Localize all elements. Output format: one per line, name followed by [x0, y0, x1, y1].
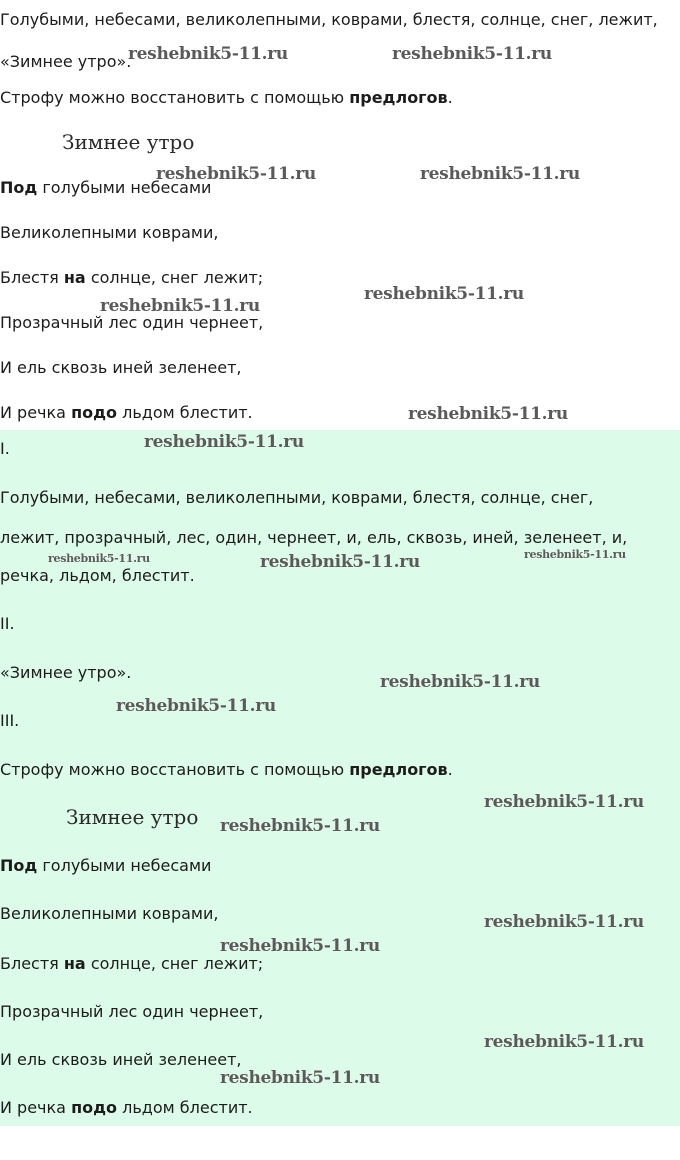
- answer-words-line: речка, льдом, блестит.: [0, 566, 195, 585]
- poem-line: И речка подо льдом блестит.: [0, 403, 253, 422]
- watermark: reshebnik5-11.ru: [380, 672, 540, 692]
- watermark: reshebnik5-11.ru: [48, 552, 150, 565]
- task-title-line: «Зимнее утро».: [0, 52, 132, 71]
- poem-line: Под голубыми небесами: [0, 178, 212, 197]
- watermark: reshebnik5-11.ru: [116, 696, 276, 716]
- section-number: III.: [0, 711, 20, 730]
- poem-title: Зимнее утро: [62, 130, 195, 154]
- poem-line: Блестя на солнце, снег лежит;: [0, 268, 264, 287]
- watermark: reshebnik5-11.ru: [408, 404, 568, 424]
- restore-sentence: Строфу можно восстановить с помощью предлогов.: [0, 760, 453, 779]
- watermark: reshebnik5-11.ru: [128, 44, 288, 64]
- watermark: reshebnik5-11.ru: [100, 296, 260, 316]
- poem-line: Под голубыми небесами: [0, 856, 212, 875]
- poem-line: И речка подо льдом блестит.: [0, 1098, 253, 1117]
- watermark: reshebnik5-11.ru: [524, 548, 626, 561]
- watermark: reshebnik5-11.ru: [420, 164, 580, 184]
- watermark: reshebnik5-11.ru: [484, 792, 644, 812]
- watermark: reshebnik5-11.ru: [260, 552, 420, 572]
- watermark: reshebnik5-11.ru: [156, 164, 316, 184]
- answer-title-line: «Зимнее утро».: [0, 663, 132, 682]
- answer-words-line: лежит, прозрачный, лес, один, чернеет, и, ель, сквозь, иней, зеленеет, и,: [0, 528, 628, 547]
- poem-line: Блестя на солнце, снег лежит;: [0, 954, 264, 973]
- poem-line: Прозрачный лес один чернеет,: [0, 313, 264, 332]
- poem-title: Зимнее утро: [66, 805, 199, 829]
- watermark: reshebnik5-11.ru: [220, 1068, 380, 1088]
- section-number: I.: [0, 439, 10, 458]
- poem-line: Великолепными коврами,: [0, 904, 219, 923]
- watermark: reshebnik5-11.ru: [144, 432, 304, 452]
- watermark: reshebnik5-11.ru: [364, 284, 524, 304]
- watermark: reshebnik5-11.ru: [484, 912, 644, 932]
- poem-line: И ель сквозь иней зеленеет,: [0, 358, 242, 377]
- answer-words-line: Голубыми, небесами, великолепными, коврами, блестя, солнце, снег,: [0, 488, 594, 507]
- poem-line: И ель сквозь иней зеленеет,: [0, 1050, 242, 1069]
- poem-line: Прозрачный лес один чернеет,: [0, 1002, 264, 1021]
- task-words-line: Голубыми, небесами, великолепными, коврами, блестя, солнце, снег, лежит,: [0, 10, 658, 29]
- watermark: reshebnik5-11.ru: [220, 816, 380, 836]
- section-number: II.: [0, 614, 15, 633]
- poem-line: Великолепными коврами,: [0, 223, 219, 242]
- watermark: reshebnik5-11.ru: [392, 44, 552, 64]
- watermark: reshebnik5-11.ru: [220, 936, 380, 956]
- restore-sentence: Строфу можно восстановить с помощью предлогов.: [0, 88, 453, 107]
- watermark: reshebnik5-11.ru: [484, 1032, 644, 1052]
